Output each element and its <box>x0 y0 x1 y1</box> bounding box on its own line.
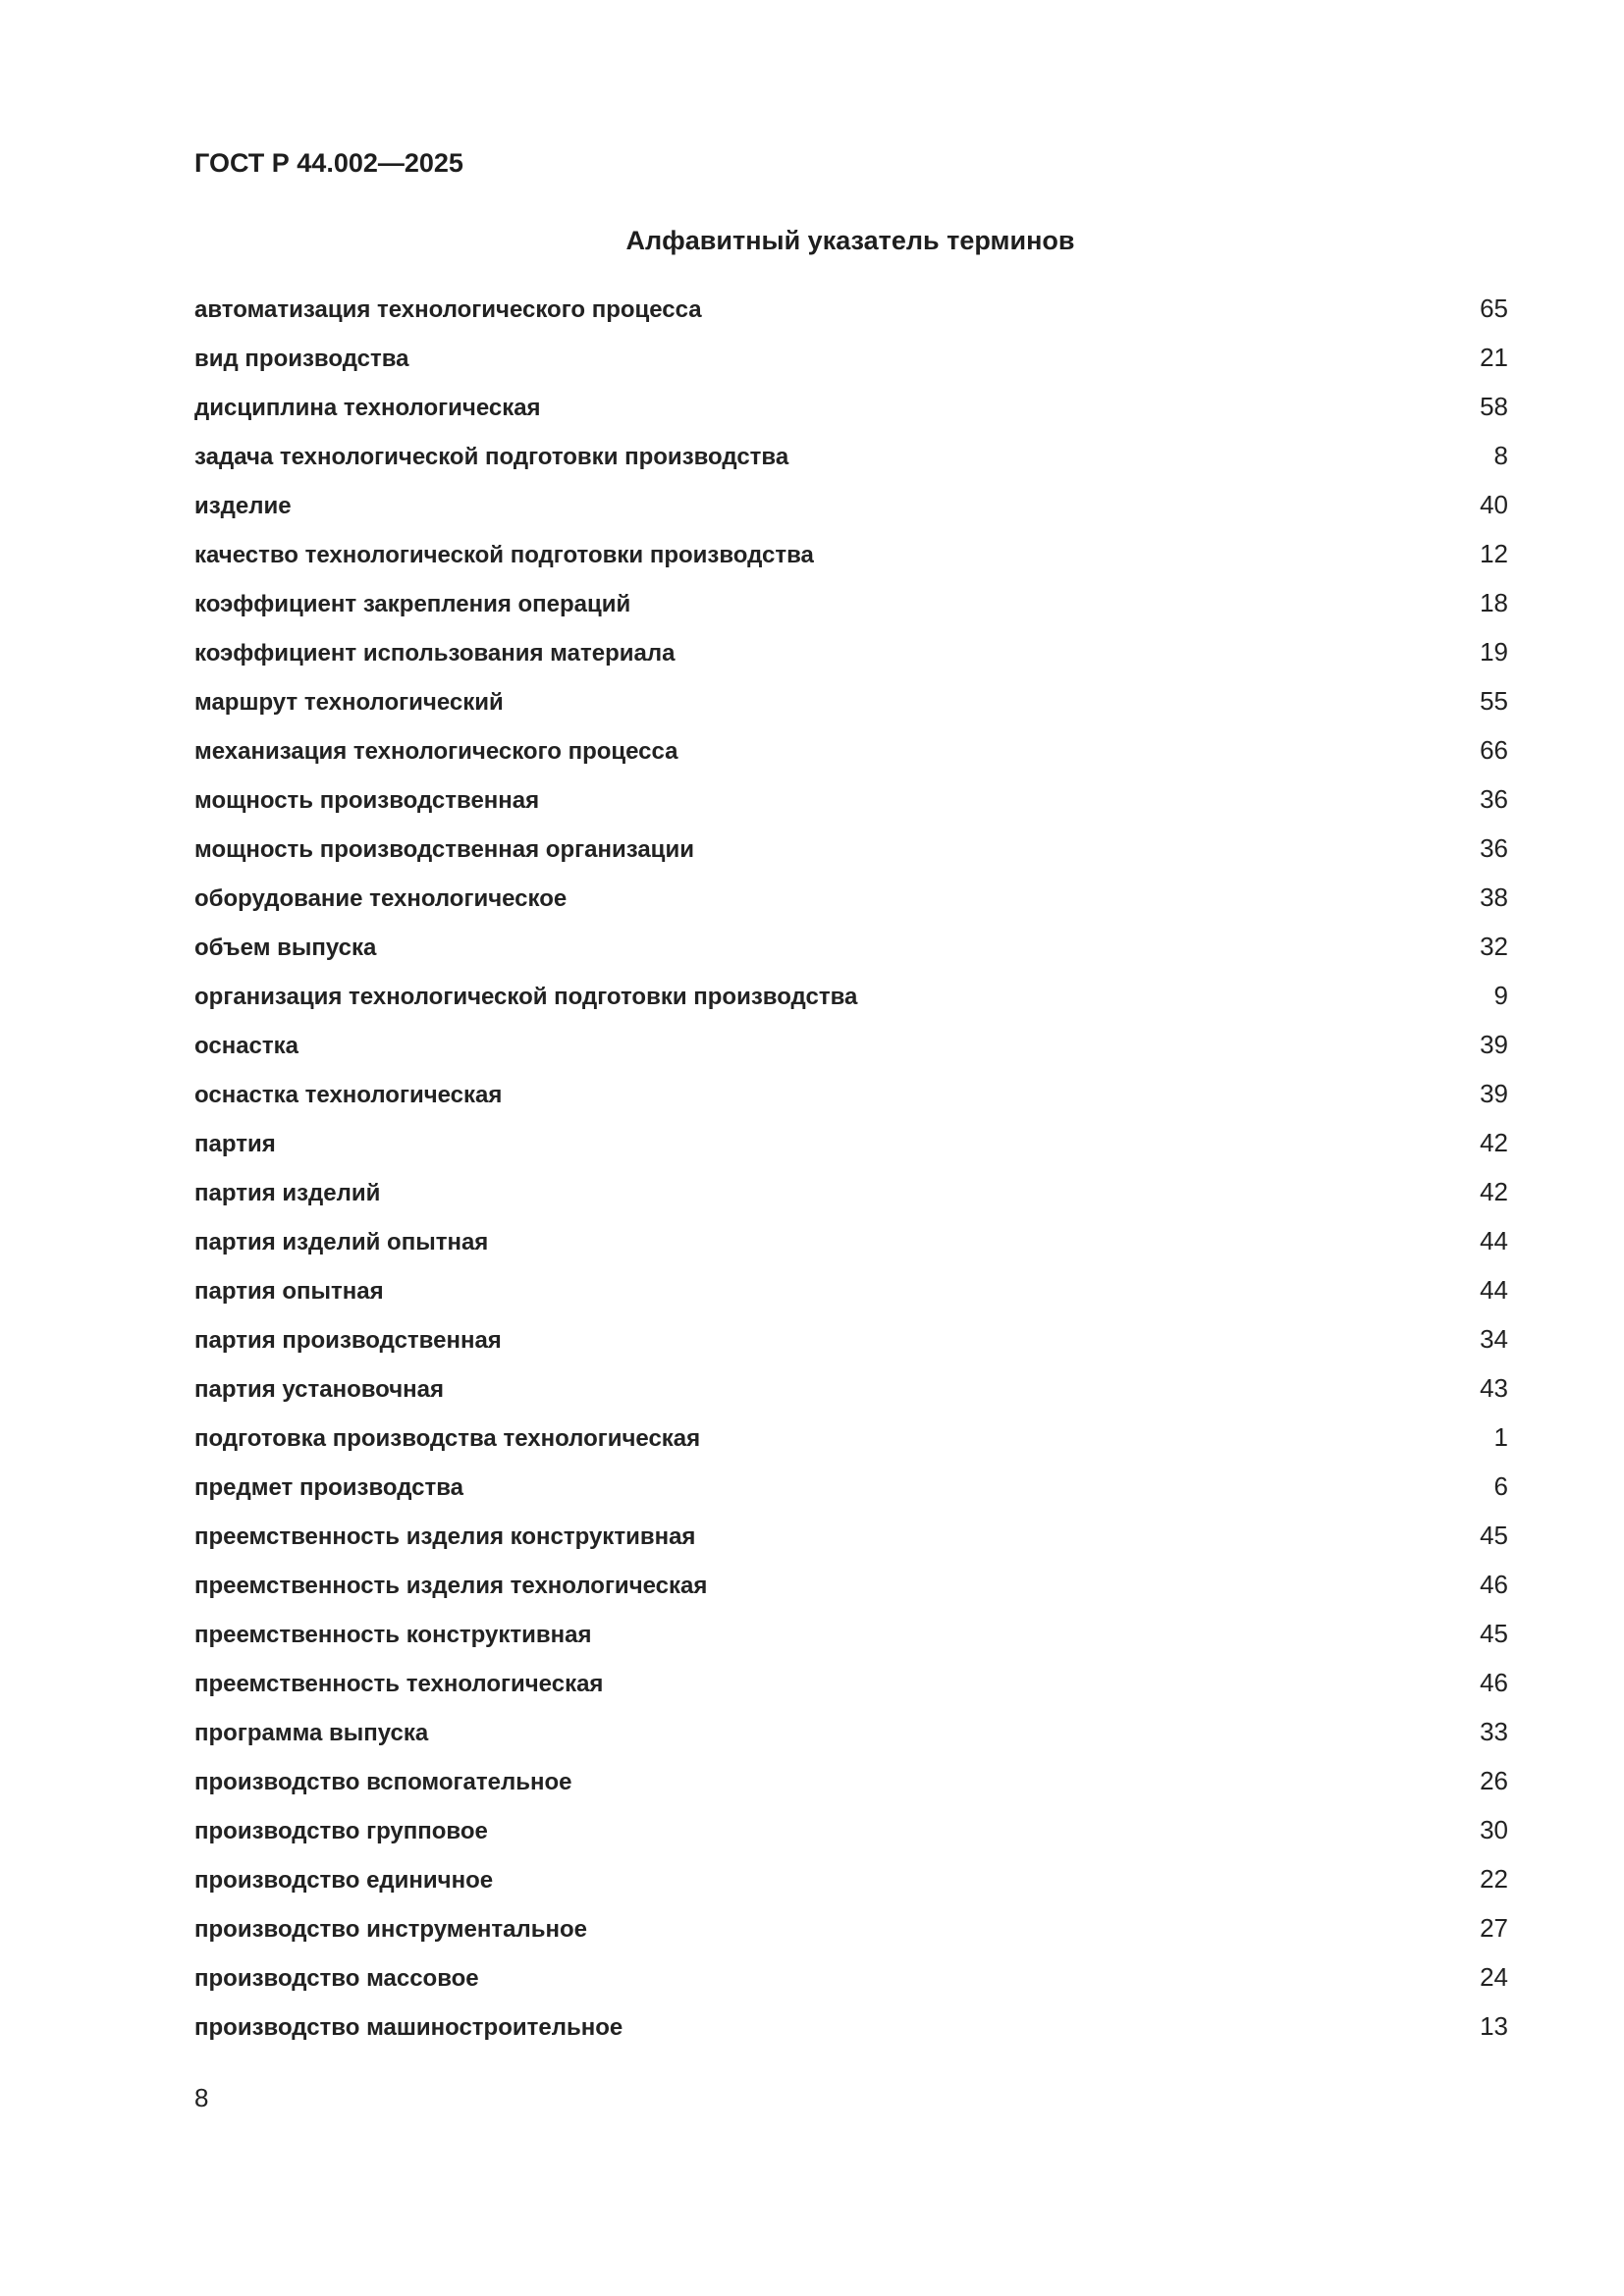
index-entry <box>194 636 1508 685</box>
index-entry <box>194 734 1508 783</box>
index-entry <box>194 685 1508 734</box>
index-entry <box>194 1274 1508 1323</box>
index-ref-number: 30 <box>1480 1815 1508 1844</box>
index-term: преемственность конструктивная <box>194 1622 592 1648</box>
index-entry <box>194 1520 1508 1569</box>
index-ref-number: 18 <box>1480 588 1508 617</box>
index-ref-number: 13 <box>1480 2011 1508 2041</box>
index-entry <box>194 783 1508 832</box>
index-term: программа выпуска <box>194 1720 429 1746</box>
index-term: автоматизация технологического процесса <box>194 296 702 323</box>
index-entry <box>194 1470 1508 1520</box>
index-entry <box>194 293 1508 342</box>
index-entry <box>194 1912 1508 1961</box>
index-term: вид производства <box>194 346 409 372</box>
index-entry <box>194 2010 1508 2059</box>
index-entry <box>194 832 1508 881</box>
index-term: партия установочная <box>194 1376 445 1403</box>
index-term: партия изделий опытная <box>194 1229 489 1255</box>
term-index-list <box>194 293 1508 2059</box>
index-term: преемственность технологическая <box>194 1671 604 1697</box>
index-ref-number: 38 <box>1480 882 1508 912</box>
index-ref-number: 12 <box>1480 539 1508 568</box>
index-term: производство машиностроительное <box>194 2014 623 2041</box>
index-entry <box>194 1421 1508 1470</box>
index-ref-number: 44 <box>1480 1275 1508 1305</box>
index-ref-number: 22 <box>1480 1864 1508 1894</box>
index-entry <box>194 391 1508 440</box>
index-term: качество технологической подготовки производства <box>194 542 814 568</box>
index-entry <box>194 1323 1508 1372</box>
index-entry <box>194 1618 1508 1667</box>
index-ref-number: 46 <box>1480 1668 1508 1697</box>
index-ref-number: 58 <box>1480 392 1508 421</box>
index-term: производство групповое <box>194 1818 488 1844</box>
index-term: дисциплина технологическая <box>194 395 541 421</box>
index-term: партия <box>194 1131 276 1157</box>
index-ref-number: 45 <box>1480 1521 1508 1550</box>
index-term: оснастка <box>194 1033 298 1059</box>
index-ref-number: 36 <box>1480 833 1508 863</box>
index-ref-number: 65 <box>1480 294 1508 323</box>
index-term: оборудование технологическое <box>194 885 568 912</box>
index-term: задача технологической подготовки производства <box>194 444 789 470</box>
index-ref-number: 32 <box>1480 932 1508 961</box>
index-term: преемственность изделия технологическая <box>194 1573 708 1599</box>
index-term: мощность производственная <box>194 787 540 814</box>
index-term: маршрут технологический <box>194 689 504 716</box>
index-entry <box>194 1765 1508 1814</box>
index-ref-number: 46 <box>1480 1570 1508 1599</box>
index-entry <box>194 1078 1508 1127</box>
index-ref-number: 6 <box>1493 1471 1508 1501</box>
index-entry <box>194 1372 1508 1421</box>
index-ref-number: 39 <box>1480 1030 1508 1059</box>
index-ref-number: 27 <box>1480 1913 1508 1943</box>
index-term: коэффициент закрепления операций <box>194 591 631 617</box>
index-ref-number: 33 <box>1480 1717 1508 1746</box>
index-entry <box>194 489 1508 538</box>
index-term: производство массовое <box>194 1965 479 1992</box>
index-term: производство единичное <box>194 1867 494 1894</box>
index-term: объем выпуска <box>194 934 377 961</box>
index-ref-number: 55 <box>1480 686 1508 716</box>
index-ref-number: 34 <box>1480 1324 1508 1354</box>
index-ref-number: 42 <box>1480 1177 1508 1206</box>
index-ref-number: 19 <box>1480 637 1508 667</box>
index-ref-number: 36 <box>1480 784 1508 814</box>
index-entry <box>194 440 1508 489</box>
index-term: предмет производства <box>194 1474 464 1501</box>
index-ref-number: 24 <box>1480 1962 1508 1992</box>
index-ref-number: 44 <box>1480 1226 1508 1255</box>
index-entry <box>194 931 1508 980</box>
index-ref-number: 66 <box>1480 735 1508 765</box>
index-entry <box>194 1176 1508 1225</box>
index-ref-number: 42 <box>1480 1128 1508 1157</box>
index-ref-number: 45 <box>1480 1619 1508 1648</box>
index-entry <box>194 538 1508 587</box>
index-term: оснастка технологическая <box>194 1082 503 1108</box>
index-term: производство вспомогательное <box>194 1769 572 1795</box>
index-term: партия опытная <box>194 1278 384 1305</box>
index-ref-number: 40 <box>1480 490 1508 519</box>
index-entry <box>194 342 1508 391</box>
index-term: изделие <box>194 493 292 519</box>
index-term: производство инструментальное <box>194 1916 587 1943</box>
page-title: Алфавитный указатель терминов <box>625 226 1075 255</box>
standard-code-header: ГОСТ Р 44.002—2025 <box>194 148 463 178</box>
index-entry <box>194 1225 1508 1274</box>
index-entry <box>194 1863 1508 1912</box>
index-term: партия изделий <box>194 1180 381 1206</box>
index-entry <box>194 587 1508 636</box>
index-ref-number: 9 <box>1493 981 1508 1010</box>
index-term: партия производственная <box>194 1327 502 1354</box>
index-entry <box>194 980 1508 1029</box>
index-term: мощность производственная организации <box>194 836 694 863</box>
index-entry <box>194 1716 1508 1765</box>
index-term: подготовка производства технологическая <box>194 1425 701 1452</box>
index-entry <box>194 1961 1508 2010</box>
index-term: организация технологической подготовки производства <box>194 984 858 1010</box>
index-ref-number: 8 <box>1493 441 1508 470</box>
index-entry <box>194 1569 1508 1618</box>
index-entry <box>194 881 1508 931</box>
index-ref-number: 39 <box>1480 1079 1508 1108</box>
index-ref-number: 43 <box>1480 1373 1508 1403</box>
index-entry <box>194 1814 1508 1863</box>
page-number: 8 <box>194 2083 209 2112</box>
index-entry <box>194 1029 1508 1078</box>
index-ref-number: 26 <box>1480 1766 1508 1795</box>
index-term: коэффициент использования материала <box>194 640 676 667</box>
index-entry <box>194 1127 1508 1176</box>
index-entry <box>194 1667 1508 1716</box>
index-ref-number: 21 <box>1480 343 1508 372</box>
index-term: преемственность изделия конструктивная <box>194 1523 696 1550</box>
index-term: механизация технологического процесса <box>194 738 678 765</box>
index-ref-number: 1 <box>1493 1422 1508 1452</box>
